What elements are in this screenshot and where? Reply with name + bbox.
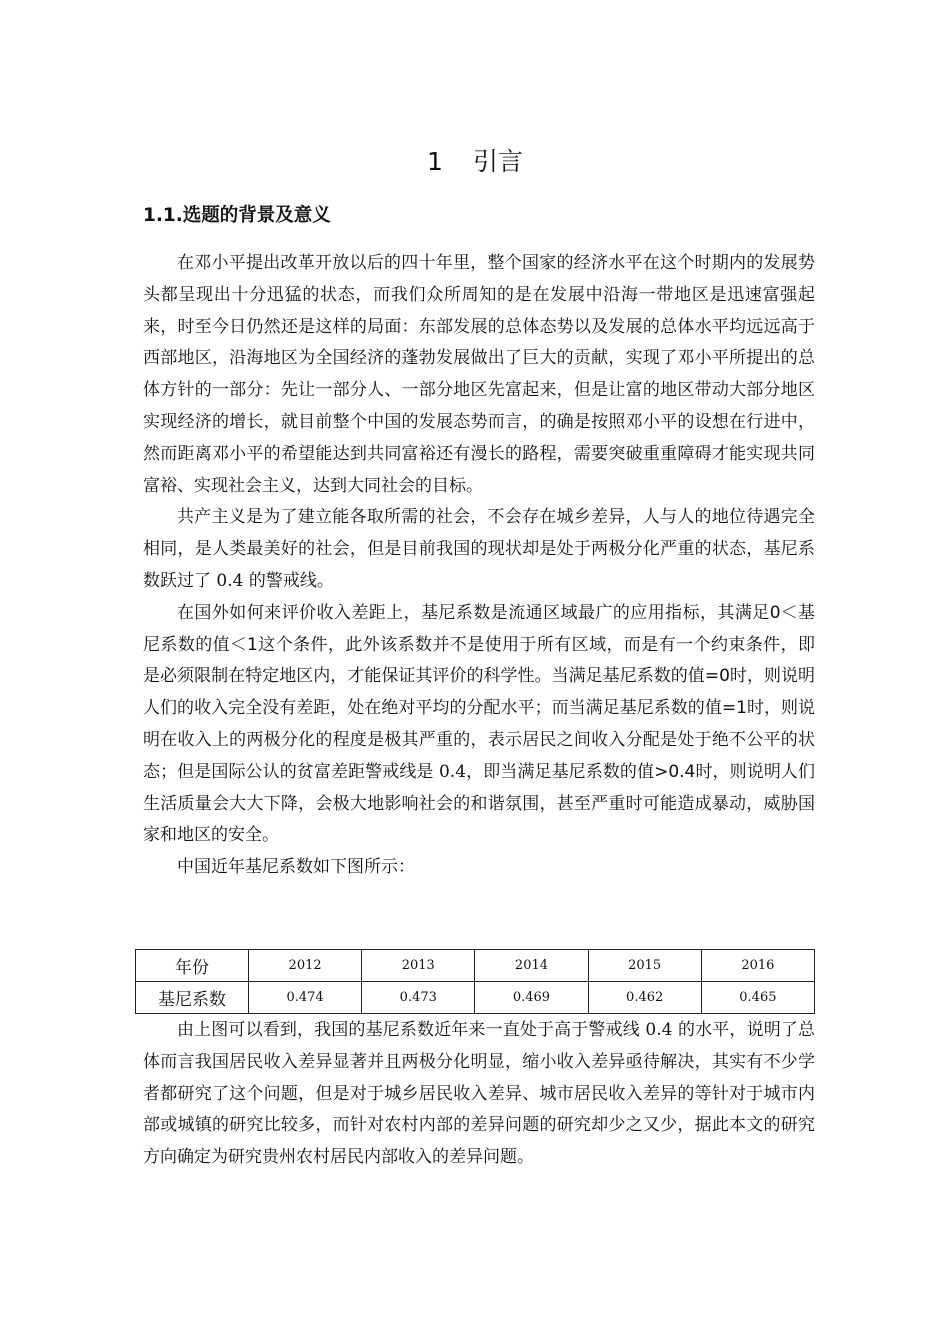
table-row-years [136,950,815,982]
table-row-gini [136,982,815,1014]
paragraph-3-text-4: 时，则说明在收入上的两极分化的程度是极其严重的，表示居民之间收入分配是处于绝不公平的状态；但是国际公认的贫富差距警戒线是 0.4，即当满足 [143,698,816,782]
paragraph-3-text-5: 时，则说明人们生活质量会大大下降，会极大地影响社会的和谐氛围，甚至严重时可能造成暴动，威胁国家和地区的安全。 [143,761,815,846]
body-text-upper [143,248,815,884]
table-cell-gini: 0.474 [249,982,362,1014]
body-text-lower [143,1015,815,1174]
chapter-title-text: 引言 [472,147,523,176]
paragraph-3-text-2: 这个条件，此外该系数并不是使用于所有区域，而是有一个约束条件，即是必须限制在特定地区内，才能保证其评价的科学性。当满足 [143,634,815,687]
table-cell-year: 2012 [249,950,362,982]
table-cell-gini: 0.465 [701,982,814,1014]
table-cell-year: 2014 [475,950,588,982]
gini-table [135,949,815,1014]
section-title: 1.1.选题的背景及意义 [143,205,331,226]
table-cell-gini: 0.462 [588,982,701,1014]
formula-gini-range: 0＜基尼系数的值＜1 [143,602,815,655]
formula-gini-one: 基尼系数的值=1 [619,698,747,719]
table-header-year: 年份 [136,950,249,982]
paragraph-1: 在邓小平提出改革开放以后的四十年里，整个国家的经济水平在这个时期内的发展势头都呈现出十分迅猛的状态，而我们众所周知的是在发展中沿海一带地区是迅速富强起来，时至今日仍然还是这样的局面：东部发展的总体态势以及发展的总体水平均远远高于西部地区，沿海地区为全国经济的蓬勃发展做出了巨大的贡献，实现了邓小平所提出的总体方针的一部分：先让一部分人、一部分地区先富起来，但是让富的地区带动大部分地区实现经济的增长，就目前整个中国的发展态势而言，的确是按照邓小平的设想在行进中，然而距离邓小平的希望能达到共同富裕还有漫长的路程，需要突破重重障碍才能实现共同富裕、实现社会主义，达到大同社会的目标。 [143,253,815,496]
table-cell-gini: 0.469 [475,982,588,1014]
table-cell-year: 2016 [701,950,814,982]
paragraph-3-text-1: 在国外如何来评价收入差距上，基尼系数是流通区域最广的应用指标，其满足 [177,602,770,623]
chapter-title [0,142,950,178]
paragraph-5: 由上图可以看到，我国的基尼系数近年来一直处于高于警戒线 0.4 的水平，说明了总体而言我国居民收入差异显著并且两极分化明显，缩小收入差异亟待解决，其实有不少学者都研究了这个问题，但是对于城乡居民收入差异、城市居民收入差异的等针对于城市内部或城镇的研究比较多，而针对农村内部的差异问题的研究却少之又少，据此本文的研究方向确定为研究贵州农村居民内部收入的差异问题。 [143,1020,815,1168]
table-cell-year: 2015 [588,950,701,982]
formula-gini-warning: 基尼系数的值>0.4 [551,761,696,782]
formula-gini-zero: 基尼系数的值=0 [602,666,730,687]
paragraph-2: 共产主义是为了建立能各取所需的社会，不会存在城乡差异，人与人的地位待遇完全相同，是人类最美好的社会，但是目前我国的现状却是处于两极分化严重的状态，基尼系数跃过了 0.4 的警戒线。 [143,507,815,591]
table-cell-gini: 0.473 [362,982,475,1014]
paragraph-4-table-intro: 中国近年基尼系数如下图所示： [177,857,415,878]
chapter-number: 1 [427,147,443,176]
paragraph-3 [143,598,815,852]
table-cell-year: 2013 [362,950,475,982]
paragraph-3-text-3: 时，则说明人们的收入完全没有差距，处在绝对平均的分配水平；而当满足 [143,666,816,719]
table-header-gini: 基尼系数 [136,982,249,1014]
